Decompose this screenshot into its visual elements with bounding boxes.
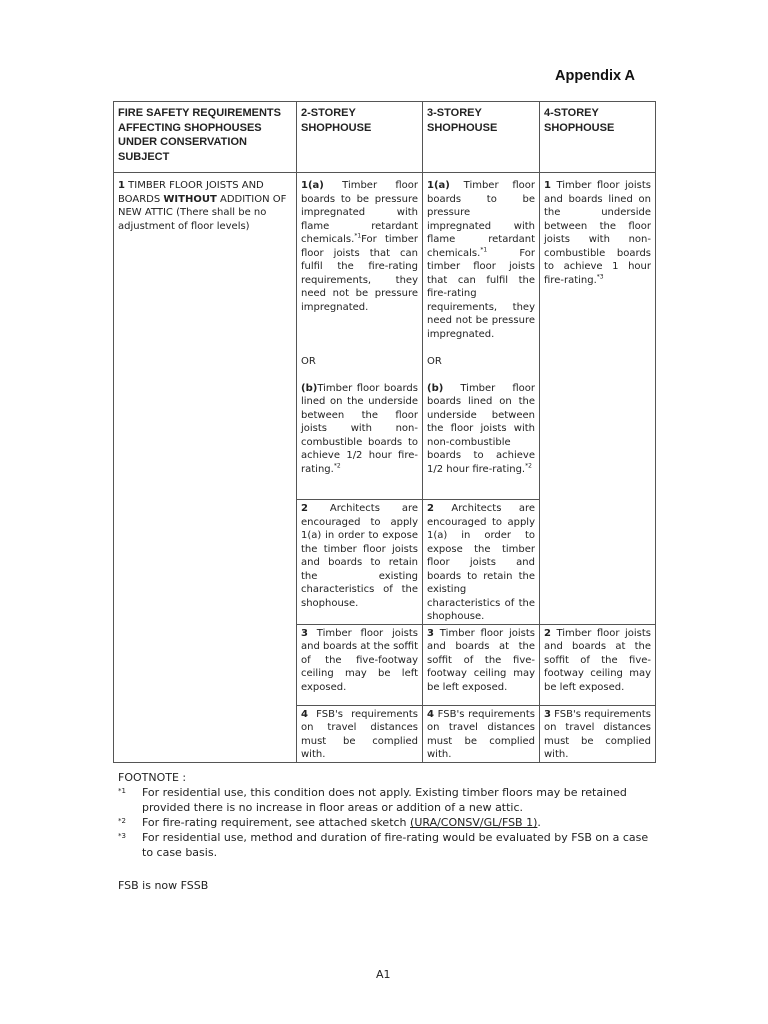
item-num: 1(a) (427, 180, 450, 191)
two-storey-1b (301, 382, 418, 477)
item-num: 3 (301, 627, 308, 639)
or-label: OR (301, 355, 316, 367)
item-num: 4 (427, 708, 434, 720)
footnote-heading: FOOTNOTE : (118, 771, 187, 784)
footnote-mark: *3 (118, 832, 126, 840)
item-num: 2 (301, 503, 308, 514)
two-storey-item-2 (297, 500, 423, 625)
item-text: Timber floor boards to be pressure impregnated with flame retardant chemicals. (301, 180, 418, 245)
footnote-ref: *2 (525, 462, 532, 470)
two-storey-item-1 (297, 173, 423, 500)
three-storey-1a (427, 179, 535, 341)
item-num: (b) (301, 382, 318, 394)
footnote-text: . (537, 816, 541, 829)
item-num: (b) (427, 382, 444, 394)
footnote-2 (118, 815, 658, 830)
footnote-ref: *1 (480, 246, 488, 254)
item-text: For timber floor joists that can fulfil the fire-rating requirements, they need not be pressure impregnated. (427, 247, 535, 340)
four-storey-item-1 (540, 173, 656, 625)
header-subject: FIRE SAFETY REQUIREMENTS AFFECTING SHOPHOUSES UNDER CONSERVATION SUBJECT (114, 102, 297, 173)
item-text: Timber floor joists and boards at the soffit of the five-footway ceiling may be left exposed. (301, 627, 418, 693)
footnote-text: For fire-rating requirement, see attached sketch (142, 816, 407, 829)
three-storey-item-2 (423, 500, 540, 625)
footnote-3 (118, 830, 658, 860)
item-num: 1 (544, 180, 551, 191)
footnote-text: For residential use, method and duration of fire-rating would be evaluated by FSB on a case to case basis. (142, 831, 649, 859)
item-num: 3 (544, 708, 551, 720)
footnote-1 (118, 785, 658, 815)
item-num: 2 (427, 503, 434, 514)
footnote-ref: *3 (596, 273, 604, 281)
three-storey-item-4 (423, 705, 540, 762)
item-text: Timber floor boards lined on the underside between the floor joists with non-combustible boards to achieve 1/2 hour fire-rating. (427, 382, 535, 475)
three-storey-item-3 (423, 624, 540, 705)
two-storey-1a (301, 179, 418, 314)
subject-text-pre: TIMBER FLOOR JOISTS AND BOARDS (118, 180, 264, 205)
item-text: Timber floor boards lined on the underside between the floor joists with non-combustible boards to achieve 1/2 hour fire-rating. (301, 382, 418, 475)
footnote-ref: *2 (333, 462, 341, 470)
subject-cell (114, 173, 297, 763)
four-storey-item-3 (540, 705, 656, 762)
fssb-note: FSB is now FSSB (118, 879, 209, 892)
header-3-storey: 3-STOREY SHOPHOUSE (423, 102, 540, 173)
three-storey-item-1 (423, 173, 540, 500)
item-num: 1(a) (301, 180, 324, 191)
item-num: 2 (544, 627, 551, 639)
item-num: 4 (301, 708, 308, 720)
two-storey-item-3 (297, 624, 423, 705)
item-text: Timber floor joists and boards at the soffit of the five-footway ceiling may be left exposed. (427, 627, 535, 693)
or-label: OR (427, 355, 442, 367)
footnote-ref: *1 (354, 232, 362, 240)
three-storey-1b (427, 382, 535, 477)
footnote-text: For residential use, this condition does not apply. Existing timber floors may be retained provided there is no increase in floor areas or addition of a new attic. (142, 786, 627, 814)
four-storey-item-2 (540, 624, 656, 705)
table-header-row (114, 102, 656, 173)
page-number: A1 (376, 968, 391, 981)
item-text: Timber floor joists and boards at the soffit of the five-footway ceiling may be left exposed. (544, 627, 651, 693)
footnotes (118, 770, 658, 893)
subject-num: 1 (118, 180, 125, 191)
subject-text-post: ADDITION OF NEW ATTIC (There shall be no adjustment of floor levels) (118, 193, 287, 232)
item-num: 3 (427, 627, 434, 639)
sketch-reference-link[interactable]: (URA/CONSV/GL/FSB 1) (410, 816, 538, 829)
footnote-mark: *1 (118, 787, 126, 795)
item-text: For timber floor joists that can fulfil the fire-rating requirements, they need not be pressure impregnated. (301, 234, 418, 313)
two-storey-item-4 (297, 705, 423, 762)
header-4-storey: 4-STOREY SHOPHOUSE (540, 102, 656, 173)
item-text: FSB's requirements on travel distances must be complied with. (301, 708, 418, 760)
item-text: FSB's requirements on travel distances must be complied with. (544, 708, 651, 760)
table-row (114, 173, 656, 500)
appendix-title: Appendix A (555, 68, 636, 84)
item-text: Timber floor joists and boards lined on the underside between the floor joists with non-combustible boards to achieve 1 hour fire-rating. (544, 180, 651, 286)
item-text: Timber floor boards to be pressure impregnated with flame retardant chemicals. (427, 180, 535, 259)
item-text: Architects are encouraged to apply 1(a) in order to expose the timber floor joists and boards to retain the existing characteristics of the shophouse. (427, 503, 535, 622)
footnote-mark: *2 (118, 817, 126, 825)
header-2-storey: 2-STOREY SHOPHOUSE (297, 102, 423, 173)
subject-bold: WITHOUT (163, 193, 217, 205)
item-text: Architects are encouraged to apply 1(a) in order to expose the timber floor joists and boards to retain the existing characteristics of the shophouse. (301, 503, 418, 609)
requirements-table (113, 101, 656, 763)
item-text: FSB's requirements on travel distances must be complied with. (427, 708, 535, 760)
